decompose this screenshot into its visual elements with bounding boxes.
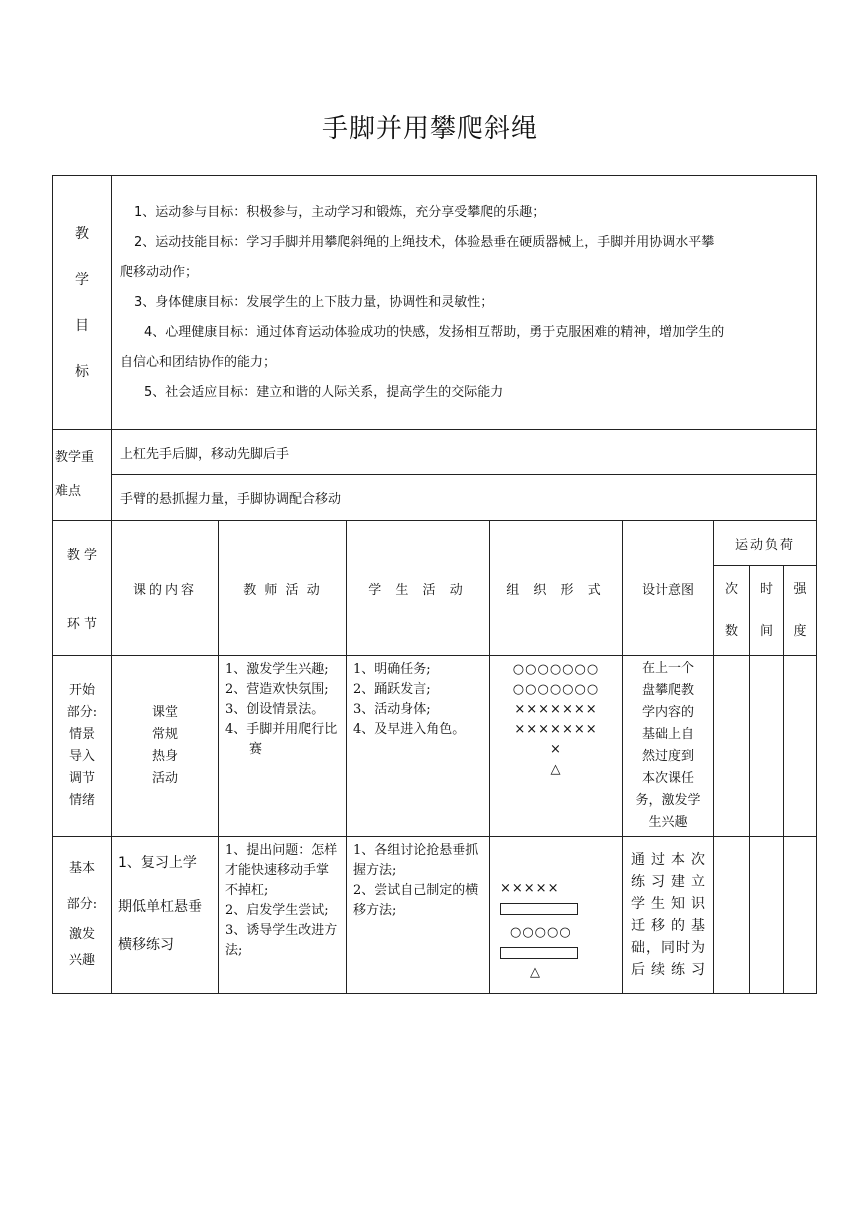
- row-content: 1、复习上学 期低单杠悬垂 横移练习: [112, 837, 219, 994]
- header-design: 设计意图: [623, 521, 714, 656]
- objectives-content: [112, 176, 817, 430]
- row-teacher: 1、激发学生兴趣; 2、营造欢快氛围; 3、创设情景法。 4、手脚并用爬行比赛: [219, 656, 347, 837]
- key-point: 上杠先手后脚，移动先脚后手: [112, 430, 817, 475]
- row-count: [714, 837, 750, 994]
- header-count: 次 数: [714, 566, 750, 656]
- header-intensity: 强 度: [784, 566, 817, 656]
- objectives-label: 教 学 目 标: [53, 176, 112, 430]
- row-student: 1、明确任务; 2、踊跃发言; 3、活动身体; 4、及早进入角色。: [347, 656, 490, 837]
- header-student: 学 生 活 动: [347, 521, 490, 656]
- row-formation: ○○○○○○○ ○○○○○○○ ××××××× ××××××× × △: [490, 656, 623, 837]
- horizontal-bar-1: [500, 903, 578, 915]
- key-points-label: 教学重 难点: [53, 430, 112, 521]
- objective-item: 5、社会适应目标：建立和谐的人际关系，提高学生的交际能力: [144, 384, 504, 400]
- row-time: [750, 656, 784, 837]
- row-intensity: [784, 656, 817, 837]
- row-intensity: [784, 837, 817, 994]
- page-title: 手脚并用攀爬斜绳: [321, 114, 538, 144]
- header-stage: 教 学 环 节: [53, 521, 112, 656]
- header-content: 课的内容: [112, 521, 219, 656]
- difficulty-point: 手臂的悬抓握力量，手脚协调配合移动: [112, 475, 817, 521]
- objective-item: 爬移动动作；: [120, 264, 199, 280]
- row-content: 课堂 常规 热身 活动: [112, 656, 219, 837]
- row-stage: 基本 部分: 激发 兴趣: [53, 837, 112, 994]
- objective-item: 4、心理健康目标：通过体育运动体验成功的快感，发扬相互帮助，勇于克服困难的精神，增加学生的: [144, 324, 725, 340]
- row-stage: 开始 部分: 情景 导入 调节 情绪: [53, 656, 112, 837]
- row-student: 1、各组讨论抢悬垂抓握方法; 2、尝试自己制定的横移方法;: [347, 837, 490, 994]
- objective-item: 自信心和团结协作的能力；: [120, 354, 277, 370]
- header-organization: 组 织 形 式: [490, 521, 623, 656]
- row-teacher: 1、提出问题：怎样才能快速移动手掌不掉杠; 2、启发学生尝试; 3、诱导学生改进方法;: [219, 837, 347, 994]
- objective-item: 2、运动技能目标：学习手脚并用攀爬斜绳的上绳技术，体验悬垂在硬质器械上，手脚并用协调水平攀: [134, 234, 715, 250]
- row-design: 通过本次 练习建立 学生知识 迁移的基 础，同时为 后续练习: [623, 837, 714, 994]
- header-teacher: 教 师 活 动: [219, 521, 347, 656]
- header-time: 时 间: [750, 566, 784, 656]
- objective-item: 3、身体健康目标：发展学生的上下肢力量，协调性和灵敏性；: [134, 294, 494, 310]
- lesson-plan-table: [52, 175, 817, 994]
- row-design: 在上一个 盘攀爬教 学内容的 基础上自 然过度到 本次课任 务，激发学 生兴趣: [623, 656, 714, 837]
- row-formation: ××××× ○○○○○ △: [490, 837, 623, 994]
- row-count: [714, 656, 750, 837]
- header-load: 运动负荷: [714, 521, 817, 566]
- objective-item: 1、运动参与目标：积极参与，主动学习和锻炼，充分享受攀爬的乐趣；: [134, 204, 546, 220]
- horizontal-bar-2: [500, 947, 578, 959]
- row-time: [750, 837, 784, 994]
